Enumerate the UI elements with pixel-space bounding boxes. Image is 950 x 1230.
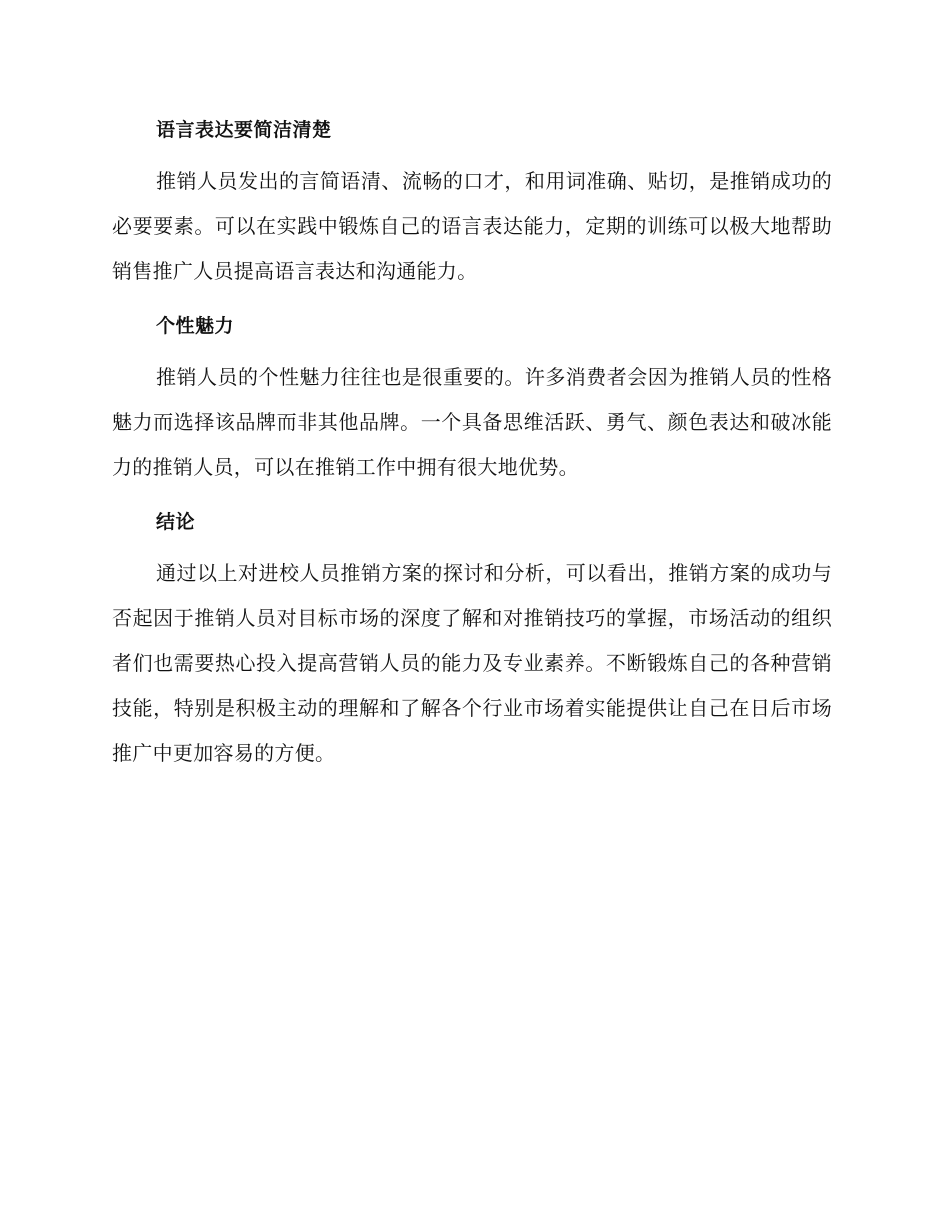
section-heading-language-expression: 语言表达要简洁清楚 <box>156 119 332 141</box>
section-heading-personal-charm: 个性魅力 <box>156 315 235 337</box>
section-paragraph-conclusion: 通过以上对进校人员推销方案的探讨和分析，可以看出，推销方案的成功与否起因于推销人员对目标市场的深度了解和对推销技巧的掌握，市场活动的组织者们也需要热心投入提高营销人员的能力及专业素养。不断锻炼自己的各种营销技能，特别是积极主动的理解和了解各个行业市场着实能提供让自己在日后市场推广中更加容易的方便。 <box>112 561 832 765</box>
section-heading-conclusion: 结论 <box>156 511 196 533</box>
section-paragraph-personal-charm: 推销人员的个性魅力往往也是很重要的。许多消费者会因为推销人员的性格魅力而选择该品牌而非其他品牌。一个具备思维活跃、勇气、颜色表达和破冰能力的推销人员，可以在推销工作中拥有很大地优势。 <box>112 365 832 479</box>
section-paragraph-language-expression: 推销人员发出的言简语清、流畅的口才，和用词准确、贴切，是推销成功的必要要素。可以在实践中锻炼自己的语言表达能力，定期的训练可以极大地帮助销售推广人员提高语言表达和沟通能力。 <box>112 169 832 283</box>
document-page <box>112 110 832 776</box>
